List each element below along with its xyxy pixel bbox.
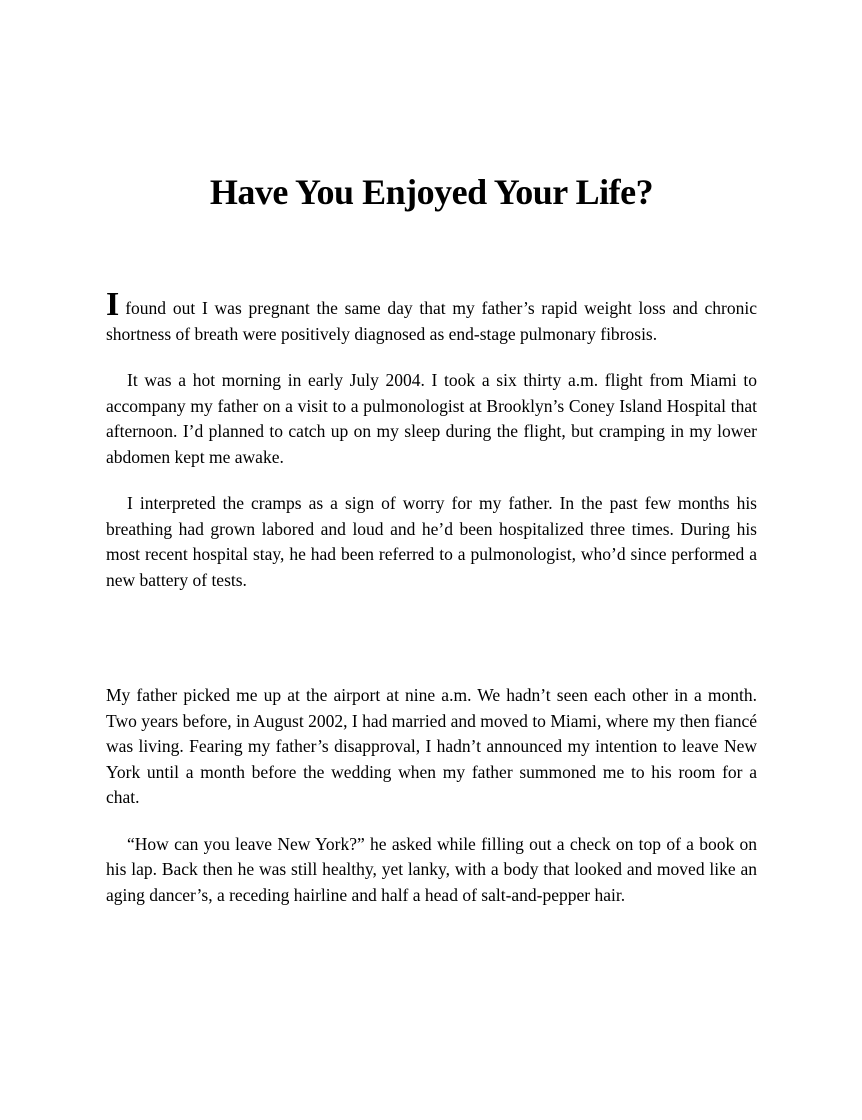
paragraph-text: found out I was pregnant the same day that my father’s rapid weight loss and chronic shortness of breath were positively diagnosed as end-stage pulmonary fibrosis. — [106, 298, 757, 344]
drop-cap-initial: I — [106, 286, 120, 323]
chapter-title: Have You Enjoyed Your Life? — [209, 172, 654, 212]
paragraph: I interpreted the cramps as a sign of worry for my father. In the past few months his breathing had grown labored and loud and he’d been hospitalized three times. During his most recent hospital stay, he had been referred to a pulmonologist, who’d since performed a new battery of tests. — [106, 493, 757, 590]
chapter-body — [106, 286, 757, 908]
paragraph: My father picked me up at the airport at nine a.m. We hadn’t seen each other in a month. Two years before, in August 2002, I had married and moved to Miami, where my then fiancé was living. Fearing my father’s disapproval, I hadn’t announced my intention to leave New York until a month before the wedding when my father summoned me to his room for a chat. — [106, 685, 757, 807]
paragraph: It was a hot morning in early July 2004. I took a six thirty a.m. flight from Miami to accompany my father on a visit to a pulmonologist at Brooklyn’s Coney Island Hospital that afternoon. I’d planned to catch up on my sleep during the flight, but cramping in my lower abdomen kept me awake. — [106, 370, 757, 467]
paragraph: “How can you leave New York?” he asked while filling out a check on top of a book on his lap. Back then he was still healthy, yet lanky, with a body that looked and moved like an aging dancer’s, a receding hairline and half a head of salt-and-pepper hair. — [106, 833, 757, 905]
paragraph — [106, 286, 757, 347]
